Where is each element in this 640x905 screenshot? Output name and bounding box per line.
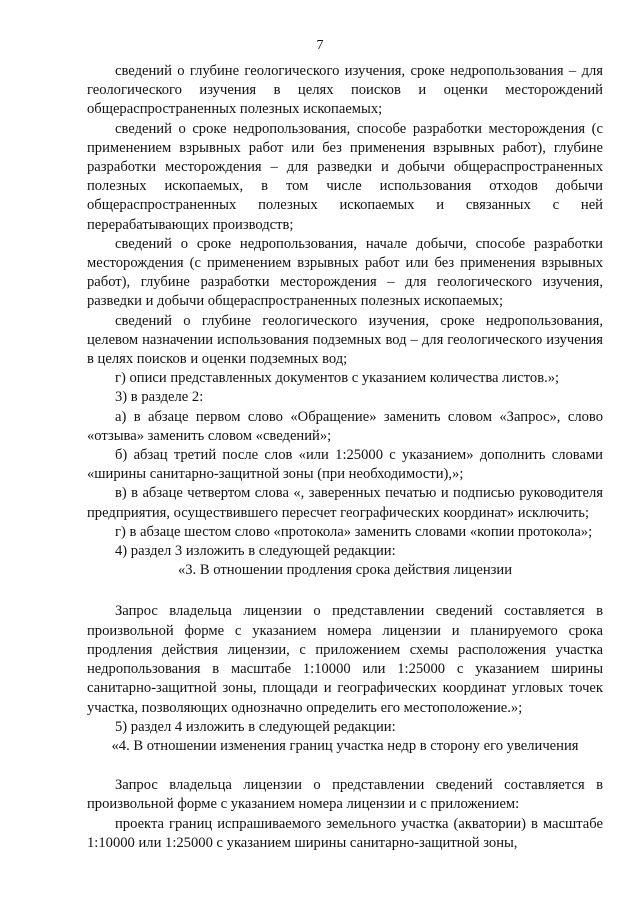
paragraph: сведений о сроке недропользования, способе разработки месторождения (с применением взрывных работ или без применения взрывных работ), глубине разработки месторождения – для разведки и добычи общераспространенных полезных ископаемых, в том числе использования отходов добычи общераспространенных полезных ископаемых и связанных с ней перерабатывающих производств; — [87, 120, 603, 233]
section-4-heading: «4. В отношении изменения границ участка недр в сторону его увеличения — [111, 737, 579, 754]
paragraph: сведений о глубине геологического изучения, сроке недропользования – для геологического изучения в целях поисков и оценки месторождений общераспространенных полезных ископаемых; — [87, 63, 603, 118]
spacer — [87, 756, 603, 776]
paragraph: а) в абзаце первом слово «Обращение» заменить словом «Запрос», слово «отзыва» заменить словом «сведений»; — [87, 408, 603, 444]
paragraph: б) абзац третий после слов «или 1:25000 с указанием» дополнить словами «ширины санитарно-защитной зоны (при необходимости),»; — [87, 447, 603, 483]
paragraph: сведений о сроке недропользования, начале добычи, способе разработки месторождения (с применением взрывных работ или без применения взрывных работ), глубине разработки месторождения – для геологического изучения, разведки и добычи общераспространенных полезных ископаемых; — [87, 235, 603, 310]
paragraph: г) в абзаце шестом слово «протокола» заменить словами «копии протокола»; — [115, 523, 593, 540]
paragraph: сведений о глубине геологического изучения, сроке недропользования, целевом назначении использования подземных вод – для геологического изучения в целях поисков и оценки подземных вод; — [87, 312, 603, 368]
paragraph: г) описи представленных документов с указанием количества листов.»; — [115, 370, 560, 387]
paragraph: 3) в разделе 2: — [115, 389, 204, 406]
paragraph: 4) раздел 3 изложить в следующей редакции: — [115, 543, 396, 560]
section-3-paragraph: Запрос владельца лицензии о представлении сведений составляется в произвольной форме с указанием номера лицензии и планируемого срока продления действия лицензии, с приложением схемы расположения участка недропользования в масштабе 1:10000 или 1:25000 с указанием ширины санитарно-защитной зоны, площади и географических координат угловых точек участка, позволяющих однозначно определить его местоположение.»; — [87, 603, 603, 716]
section-4-item: проекта границ испрашиваемого земельного участка (акватории) в масштабе 1:10000 или 1:25000 с указанием ширины санитарно-защитной зоны, — [87, 815, 603, 851]
paragraph: 5) раздел 4 изложить в следующей редакции: — [115, 718, 396, 735]
section-3-heading: «3. В отношении продления срока действия лицензии — [177, 562, 513, 579]
paragraph: в) в абзаце четвертом слова «, заверенных печатью и подписью руководителя предприятия, осуществившего пересчет географических координат» исключить; — [87, 485, 603, 521]
document-body — [87, 62, 603, 853]
spacer — [87, 580, 603, 602]
section-4-paragraph: Запрос владельца лицензии о представлении сведений составляется в произвольной форме с указанием номера лицензии и с приложением: — [87, 777, 603, 813]
page-number: 7 — [316, 38, 324, 53]
